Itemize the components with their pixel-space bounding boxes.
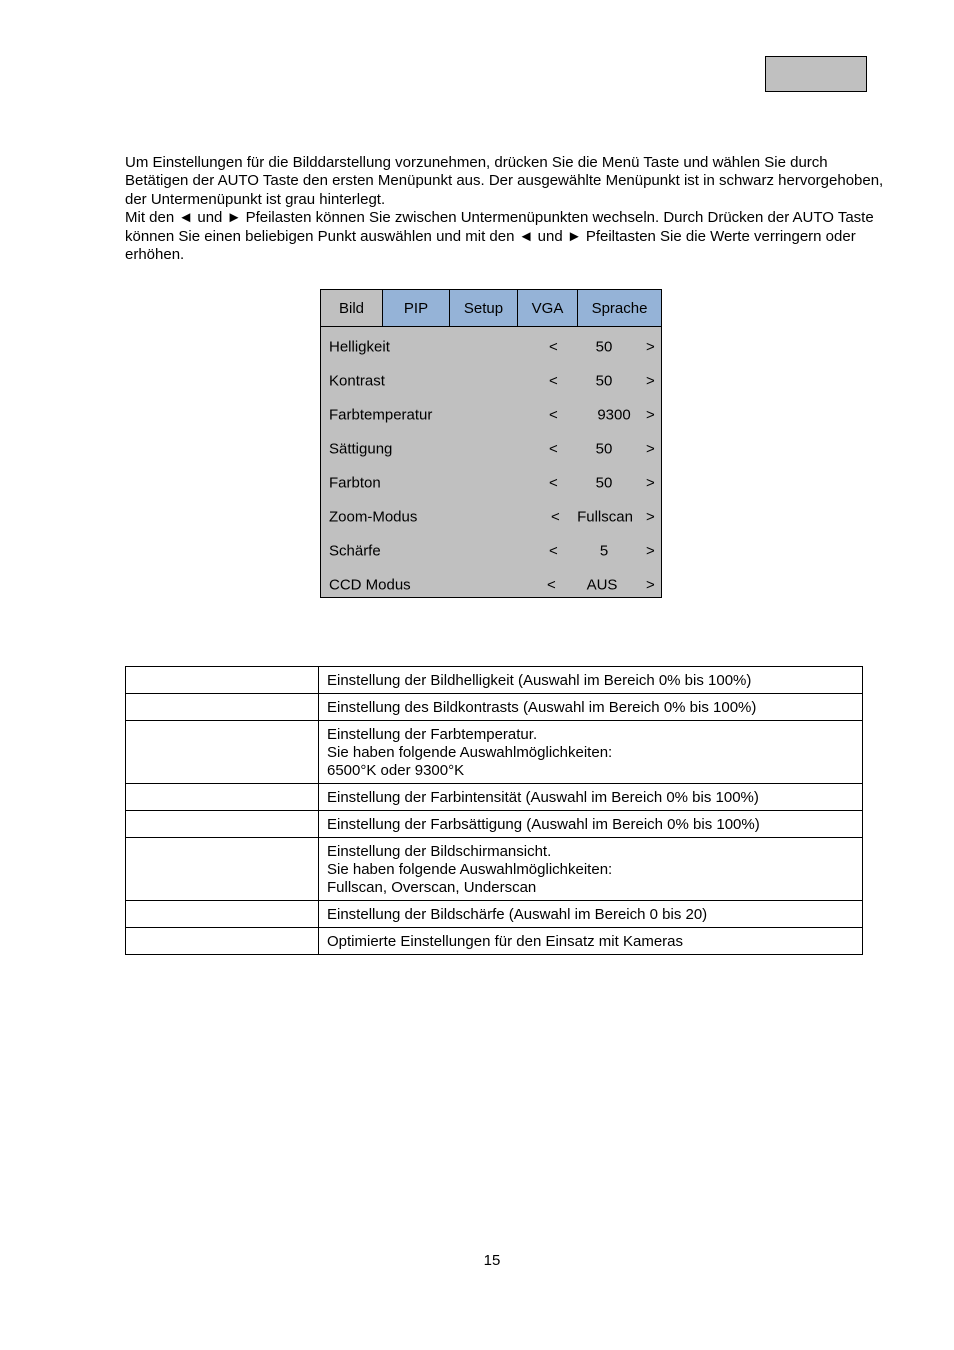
setting-term-cell (126, 901, 319, 928)
menu-item-value: Fullscan (577, 508, 633, 526)
setting-term-cell (126, 694, 319, 721)
intro-paragraph-2: Mit den ◄ und ► Pfeilasten können Sie zwischen Untermenüpunkten wechseln. Durch Drücken der AUTO Taste können Sie einen beliebigen Punkt auswählen und mit den ◄ und ► Pfeiltasten Sie die Werte verringern oder erhöhen. (125, 209, 874, 264)
menu-item-label: Zoom-Modus (329, 508, 418, 526)
menu-item-zoom-modus[interactable] (321, 500, 661, 534)
language-tab-box (765, 56, 867, 92)
increase-arrow[interactable]: > (646, 338, 655, 356)
tab-sprache[interactable]: Sprache (578, 290, 661, 326)
table-row (126, 838, 863, 901)
table-row (126, 721, 863, 784)
menu-item-value: AUS (586, 576, 618, 594)
increase-arrow[interactable]: > (646, 508, 655, 526)
menu-item-kontrast[interactable] (321, 364, 661, 398)
menu-item-label: Sättigung (329, 440, 393, 458)
menu-item-value: 50 (595, 338, 613, 356)
setting-term-cell (126, 811, 319, 838)
menu-item-saettigung[interactable] (321, 432, 661, 466)
menu-item-farbtemperatur[interactable] (321, 398, 661, 432)
table-row (126, 901, 863, 928)
setting-description-cell: Einstellung der Farbsättigung (Auswahl im Bereich 0% bis 100%) (319, 811, 863, 838)
decrease-arrow[interactable]: < (549, 372, 558, 390)
setting-description-cell: Einstellung der Bildhelligkeit (Auswahl im Bereich 0% bis 100%) (319, 667, 863, 694)
menu-item-label: Kontrast (329, 372, 385, 390)
decrease-arrow[interactable]: < (549, 474, 558, 492)
settings-description-table (125, 666, 863, 955)
setting-description-cell: Einstellung der Farbtemperatur. Sie haben folgende Auswahlmöglichkeiten: 6500°K oder 9300°K (319, 721, 863, 784)
table-row (126, 928, 863, 955)
increase-arrow[interactable]: > (646, 474, 655, 492)
table-row (126, 811, 863, 838)
menu-item-helligkeit[interactable] (321, 330, 661, 364)
setting-term-cell (126, 721, 319, 784)
page-number: 15 (483, 1252, 501, 1269)
intro-text (125, 154, 885, 264)
tab-vga[interactable]: VGA (518, 290, 578, 326)
tab-bild[interactable]: Bild (321, 290, 383, 326)
menu-items (321, 327, 661, 602)
setting-term-cell (126, 667, 319, 694)
menu-item-value: 9300 (597, 406, 631, 424)
table-row (126, 694, 863, 721)
tab-pip[interactable]: PIP (383, 290, 450, 326)
menu-item-label: Helligkeit (329, 338, 390, 356)
table-row (126, 784, 863, 811)
setting-description-cell: Einstellung der Bildschärfe (Auswahl im Bereich 0 bis 20) (319, 901, 863, 928)
setting-term-cell (126, 784, 319, 811)
decrease-arrow[interactable]: < (549, 542, 558, 560)
increase-arrow[interactable]: > (646, 542, 655, 560)
menu-item-label: CCD Modus (329, 576, 411, 594)
setting-term-cell (126, 928, 319, 955)
increase-arrow[interactable]: > (646, 406, 655, 424)
intro-paragraph-1: Um Einstellungen für die Bilddarstellung vorzunehmen, drücken Sie die Menü Taste und wählen Sie durch Betätigen der AUTO Taste den ersten Menüpunkt aus. Der ausgewählte Menüpunkt ist in schwarz hervorgehoben, der Untermenüpunkt ist grau hinterlegt. (125, 154, 884, 208)
decrease-arrow[interactable]: < (551, 508, 560, 526)
menu-item-value: 50 (595, 440, 613, 458)
setting-description-cell: Optimierte Einstellungen für den Einsatz mit Kameras (319, 928, 863, 955)
tab-setup[interactable]: Setup (450, 290, 518, 326)
menu-item-value: 50 (595, 474, 613, 492)
menu-item-label: Schärfe (329, 542, 381, 560)
menu-item-schaerfe[interactable] (321, 534, 661, 568)
increase-arrow[interactable]: > (646, 372, 655, 390)
setting-description-cell: Einstellung des Bildkontrasts (Auswahl im Bereich 0% bis 100%) (319, 694, 863, 721)
table-row (126, 667, 863, 694)
menu-item-ccd-modus[interactable] (321, 568, 661, 602)
osd-menu-panel (320, 289, 662, 598)
menu-item-value: 50 (595, 372, 613, 390)
decrease-arrow[interactable]: < (547, 576, 556, 594)
increase-arrow[interactable]: > (646, 576, 655, 594)
decrease-arrow[interactable]: < (549, 406, 558, 424)
decrease-arrow[interactable]: < (549, 338, 558, 356)
menu-tab-bar (321, 290, 661, 327)
decrease-arrow[interactable]: < (549, 440, 558, 458)
menu-item-label: Farbtemperatur (329, 406, 433, 424)
setting-description-cell: Einstellung der Farbintensität (Auswahl im Bereich 0% bis 100%) (319, 784, 863, 811)
menu-item-farbton[interactable] (321, 466, 661, 500)
menu-item-value: 5 (599, 542, 609, 560)
increase-arrow[interactable]: > (646, 440, 655, 458)
menu-item-label: Farbton (329, 474, 381, 492)
setting-term-cell (126, 838, 319, 901)
setting-description-cell: Einstellung der Bildschirmansicht. Sie haben folgende Auswahlmöglichkeiten: Fullscan, Overscan, Underscan (319, 838, 863, 901)
